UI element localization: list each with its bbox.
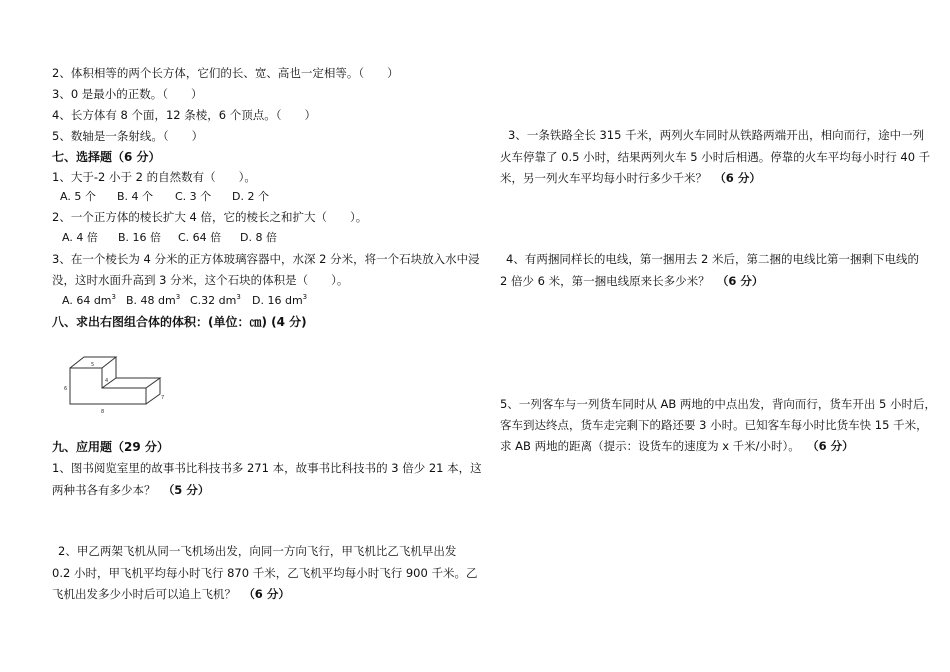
mc-question-2-option-b: B. 16 倍 [118,231,162,244]
app-question-3-line-2: 火车停靠了 0.5 小时，结果两列火车 5 小时后相遇。停靠的火车平均每小时行 40 千 [500,150,931,164]
tf-question-3: 3、0 是最小的正数。（ ） [52,87,203,101]
mc-question-1-option-a: A. 5 个 [60,190,96,203]
mc-question-1: 1、大于-2 小于 2 的自然数有（ ）。 [52,170,256,184]
figure-label-4: 4 [105,378,109,384]
app-question-1-line-1: 1、图书阅览室里的故事书比科技书多 271 本，故事书比科技书的 3 倍少 21 本，这 [52,461,482,475]
app-question-1-points: （5 分） [162,483,210,497]
mc-question-3-option-a: A. 64 $dm^3$ [62,293,116,307]
mc-question-3-option-c: C.32 $dm^3$ [190,293,241,307]
mc-question-2-option-a: A. 4 倍 [62,231,98,244]
mc-question-2: 2、一个正方体的棱长扩大 4 倍，它的棱长之和扩大（ ）。 [52,210,368,224]
mc-question-3-option-b: B. 48 $dm^3$ [126,293,181,307]
app-question-4-line-2: 2 倍少 6 米，第一捆电线原来长多少米？ （6 分） [500,274,764,288]
app-question-5-line-1: 5、一列客车与一列货车同时从 AB 两地的中点出发，背向而行，货车开出 5 小时后， [500,397,937,411]
app-question-2-line-2: 0.2 小时，甲飞机平均每小时飞行 870 千米，乙飞机平均每小时飞行 900 千米。乙 [52,566,478,580]
tf-question-5: 5、数轴是一条射线。（ ） [52,129,204,143]
composite-solid-figure [62,356,192,418]
app-question-1-line-2: 两种书各有多少本？ （5 分） [52,483,210,497]
section-9-title: 九、应用题（29 分） [52,440,169,454]
mc-question-3-option-d: D. 16 $dm^3$ [252,293,308,307]
app-question-3-line-3: 米，另一列火车平均每小时行多少千米？ （6 分） [500,171,761,185]
app-question-3-line-1: 3、一条铁路全长 315 千米，两列火车同时从铁路两端开出，相向而行，途中一列 [508,128,925,142]
app-question-2-line-1: 2、甲乙两架飞机从同一飞机场出发，向同一方向飞行，甲飞机比乙飞机早出发 [58,544,457,558]
app-question-2-line-3: 飞机出发多少小时后可以追上飞机？ （6 分） [52,587,290,601]
mc-question-1-option-d: D. 2 个 [232,190,269,203]
app-question-3-points: （6 分） [714,171,761,185]
mc-question-2-option-c: C. 64 倍 [178,231,222,244]
app-question-4-points: （6 分） [716,274,764,288]
tf-question-2: 2、体积相等的两个长方体，它们的长、宽、高也一定相等。（ ） [52,66,399,80]
app-question-5-line-3: 求 AB 两地的距离（提示：设货车的速度为 x 千米/小时）。 （6 分） [500,439,854,453]
mc-question-3-line-2: 没，这时水面升高到 3 分米，这个石块的体积是（ ）。 [52,273,349,287]
figure-label-5: 5 [91,362,95,368]
app-question-4-line-1: 4、有两捆同样长的电线，第一捆用去 2 米后，第二捆的电线比第一捆剩下电线的 [506,252,919,266]
figure-label-6: 6 [64,386,68,392]
mc-question-1-option-b: B. 4 个 [117,190,154,203]
section-8-title: 八、求出右图组合体的体积：(单位：㎝) (4 分) [52,315,307,329]
tf-question-4: 4、长方体有 8 个面，12 条棱，6 个顶点。（ ） [52,108,316,122]
mc-question-2-option-d: D. 8 倍 [240,231,277,244]
figure-label-8: 8 [101,409,105,415]
app-question-2-points: （6 分） [243,587,290,601]
app-question-5-points: （6 分） [807,439,854,453]
mc-question-3-line-1: 3、在一个棱长为 4 分米的正方体玻璃容器中，水深 2 分米，将一个石块放入水中浸 [52,252,480,266]
app-question-5-line-2: 客车到达终点，货车走完剩下的路还要 3 小时。已知客车每小时比货车快 15 千米， [500,418,928,432]
mc-question-1-option-c: C. 3 个 [175,190,212,203]
section-7-title: 七、选择题（6 分） [52,150,161,164]
figure-label-7: 7 [161,395,165,401]
